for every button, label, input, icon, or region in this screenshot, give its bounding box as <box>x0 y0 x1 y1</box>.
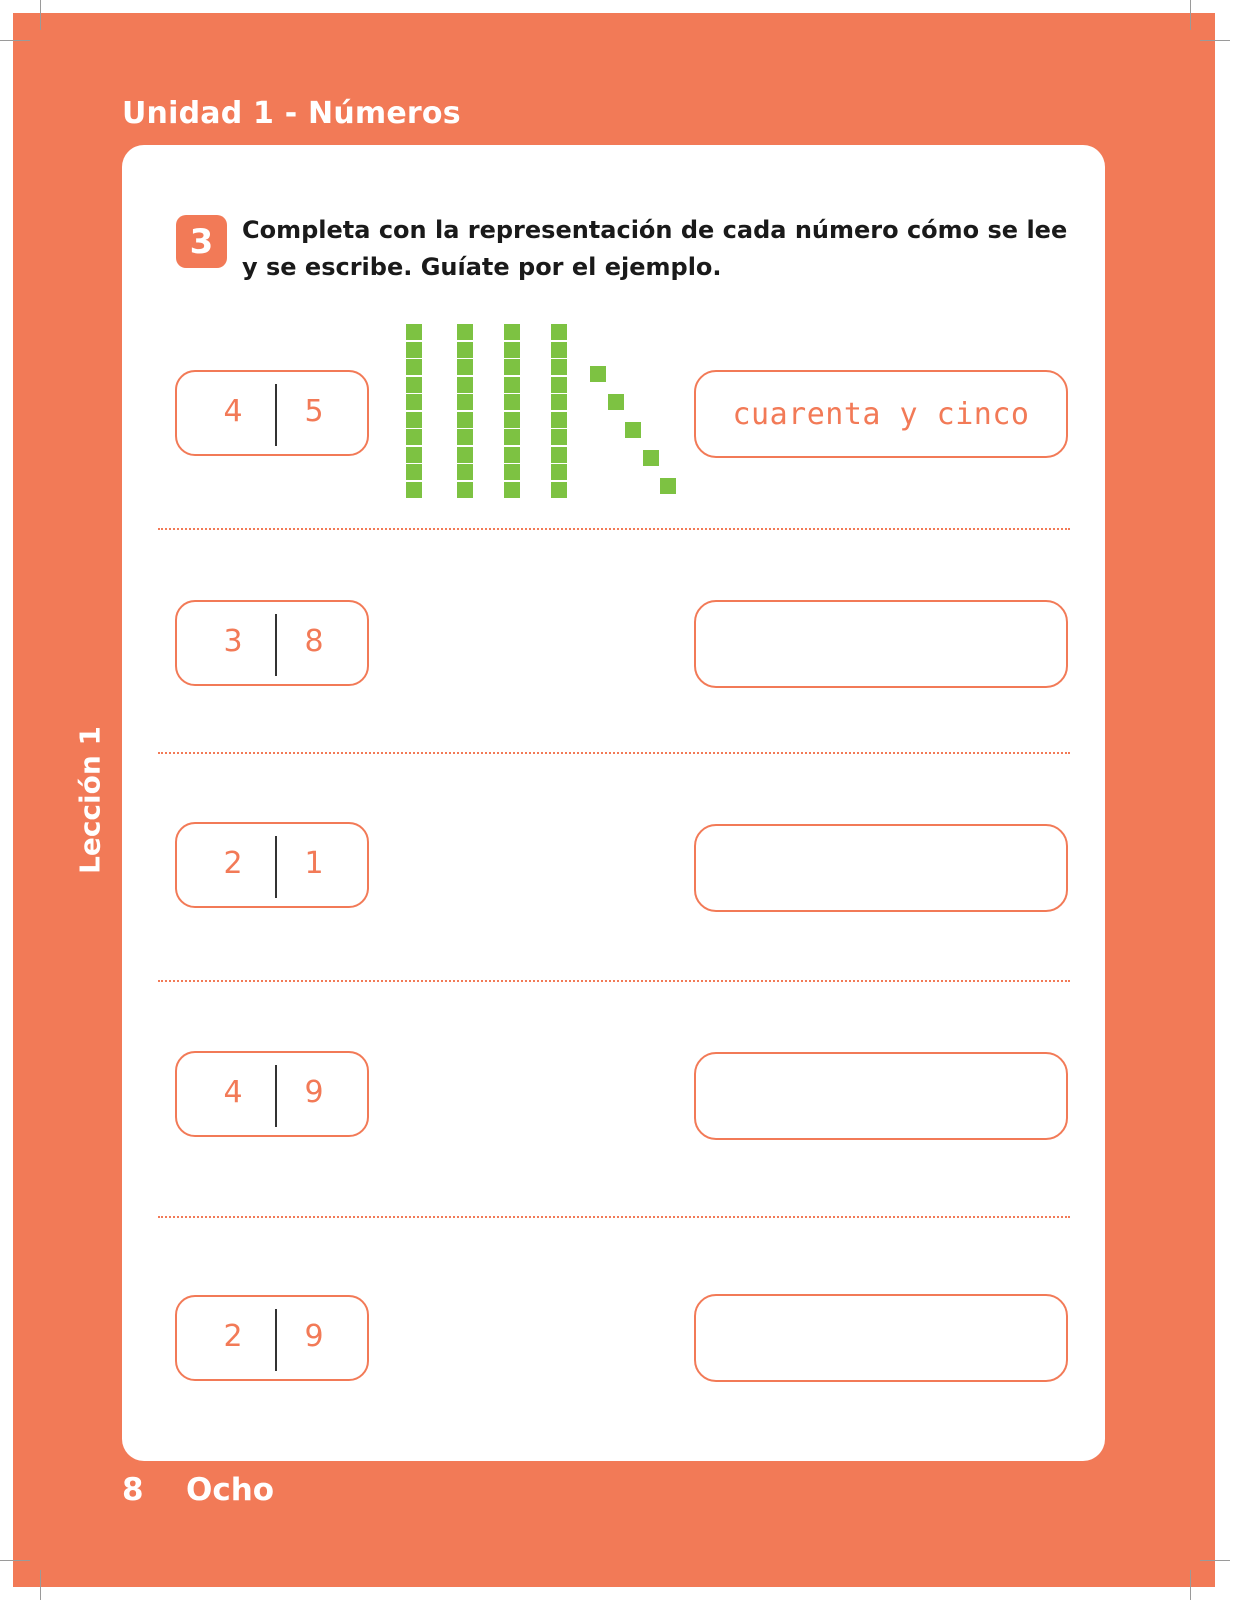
tens-rod-cube <box>406 464 422 480</box>
tens-rod-cube <box>551 447 567 463</box>
units-digit: 9 <box>304 1075 324 1110</box>
crop-mark <box>1200 1560 1230 1561</box>
tens-rod-cube <box>551 464 567 480</box>
tens-rod-cube <box>457 342 473 358</box>
number-word-field[interactable] <box>694 824 1068 912</box>
tens-rod-cube <box>551 394 567 410</box>
number-word-field[interactable] <box>694 1294 1068 1382</box>
instruction-line-1: Completa con la representación de cada número cómo se lee <box>242 216 1068 244</box>
place-value-box <box>175 822 369 908</box>
tens-rod-cube <box>504 377 520 393</box>
number-word-field[interactable] <box>694 1052 1068 1140</box>
tens-rod-cube <box>457 359 473 375</box>
tens-rod-cube <box>406 447 422 463</box>
tens-rod-cube <box>551 359 567 375</box>
tens-rod-cube <box>551 324 567 340</box>
tens-rod-cube <box>551 342 567 358</box>
place-value-box <box>175 1295 369 1381</box>
tens-digit: 4 <box>223 394 243 429</box>
tens-rod-cube <box>551 482 567 498</box>
unit-cube <box>660 478 676 494</box>
page-number-word: Ocho <box>186 1472 275 1508</box>
crop-mark <box>1200 40 1230 41</box>
tens-rod-cube <box>457 482 473 498</box>
tens-rod-cube <box>406 429 422 445</box>
dotted-separator <box>158 752 1070 754</box>
unit-cube <box>590 366 606 382</box>
tens-rod-cube <box>457 412 473 428</box>
place-value-divider <box>275 1309 277 1371</box>
place-value-divider <box>275 836 277 898</box>
place-value-box <box>175 600 369 686</box>
tens-digit: 4 <box>223 1075 243 1110</box>
units-digit: 5 <box>304 394 324 429</box>
tens-rod-cube <box>551 377 567 393</box>
tens-rod-cube <box>457 394 473 410</box>
tens-rod-cube <box>457 324 473 340</box>
tens-rod-cube <box>504 359 520 375</box>
crop-mark <box>1190 1570 1191 1600</box>
tens-digit: 3 <box>223 624 243 659</box>
units-digit: 9 <box>304 1319 324 1354</box>
exercise-number-badge: 3 <box>176 215 227 268</box>
tens-rod-cube <box>457 447 473 463</box>
tens-rod-cube <box>551 412 567 428</box>
unit-cube <box>643 450 659 466</box>
tens-rod-cube <box>406 324 422 340</box>
dotted-separator <box>158 1216 1070 1218</box>
tens-rod-cube <box>551 429 567 445</box>
page-number: 8 <box>122 1472 144 1508</box>
tens-rod-cube <box>406 482 422 498</box>
tens-rod-cube <box>504 447 520 463</box>
tens-rod-cube <box>406 342 422 358</box>
crop-mark <box>1190 0 1191 30</box>
lesson-label: Lección 1 <box>73 725 107 875</box>
crop-mark <box>40 1570 41 1600</box>
tens-rod-cube <box>406 359 422 375</box>
unit-title: Unidad 1 - Números <box>122 96 461 131</box>
tens-rod-cube <box>504 429 520 445</box>
tens-rod-cube <box>457 429 473 445</box>
place-value-box <box>175 1051 369 1137</box>
tens-rod-cube <box>504 342 520 358</box>
tens-rod-cube <box>504 324 520 340</box>
tens-rod-cube <box>457 377 473 393</box>
units-digit: 1 <box>304 846 324 881</box>
dotted-separator <box>158 528 1070 530</box>
instruction-line-2: y se escribe. Guíate por el ejemplo. <box>242 253 722 281</box>
tens-rod-cube <box>406 412 422 428</box>
exercise-instruction <box>242 212 1072 286</box>
tens-rod-cube <box>406 394 422 410</box>
tens-rod-cube <box>457 464 473 480</box>
tens-rod-cube <box>504 412 520 428</box>
crop-mark <box>0 40 30 41</box>
tens-rod-cube <box>504 482 520 498</box>
place-value-divider <box>275 384 277 446</box>
place-value-divider <box>275 1065 277 1127</box>
place-value-box <box>175 370 369 456</box>
tens-digit: 2 <box>223 1319 243 1354</box>
dotted-separator <box>158 980 1070 982</box>
tens-rod-cube <box>504 394 520 410</box>
tens-rod-cube <box>406 377 422 393</box>
units-digit: 8 <box>304 624 324 659</box>
tens-rod-cube <box>504 464 520 480</box>
tens-digit: 2 <box>223 846 243 881</box>
unit-cube <box>608 394 624 410</box>
place-value-divider <box>275 614 277 676</box>
number-word-field[interactable] <box>694 600 1068 688</box>
crop-mark <box>0 1560 30 1561</box>
number-word-field[interactable]: cuarenta y cinco <box>694 370 1068 458</box>
worksheet-card <box>122 145 1105 1461</box>
unit-cube <box>625 422 641 438</box>
crop-mark <box>40 0 41 30</box>
